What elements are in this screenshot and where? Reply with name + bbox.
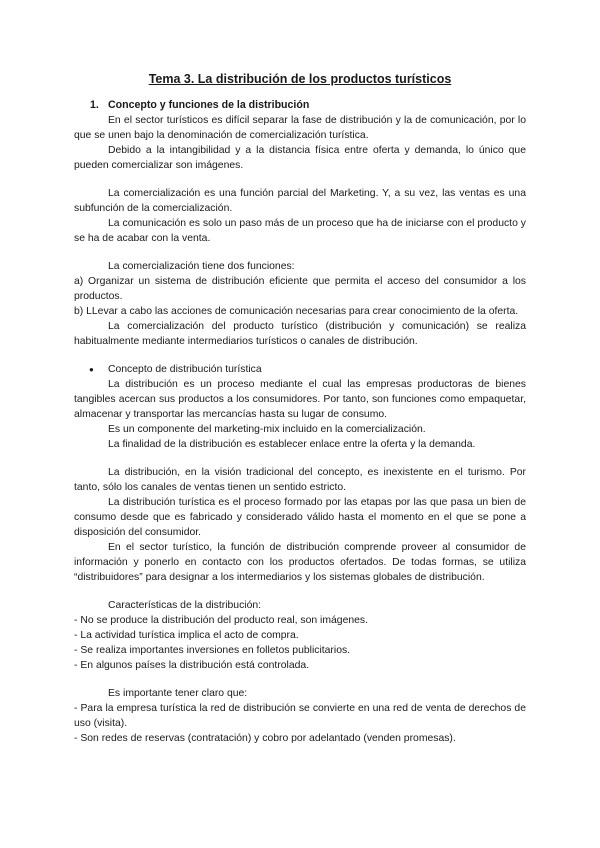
paragraph: La comercialización del producto turístico (distribución y comunicación) se realiza habitualmente mediante intermediarios turísticos o canales de distribución.	[74, 321, 526, 347]
paragraph: Es un componente del marketing-mix incluido en la comercialización.	[108, 424, 426, 435]
list-item: - Son redes de reservas (contratación) y cobro por adelantado (venden promesas).	[74, 733, 456, 744]
function-item: b) LLevar a cabo las acciones de comunicación necesarias para crear conocimiento de la oferta.	[74, 306, 519, 317]
functions-intro: La comercialización tiene dos funciones:	[108, 261, 295, 272]
section-heading	[74, 98, 526, 113]
section-heading-text: Concepto y funciones de la distribución	[108, 99, 310, 111]
list-item: - Para la empresa turística la red de distribución se convierte en una red de venta de derechos de uso (visita).	[74, 703, 526, 729]
bullet-dot-icon: ●	[89, 365, 94, 374]
document-body	[74, 98, 526, 746]
paragraph: En el sector turístico, la función de distribución comprende proveer al consumidor de información y ponerlo en contacto con los productos ofertados. De todas formas, se utiliza “distribuidores” para designar a los intermediarios y los sistemas globales de distribución.	[74, 542, 526, 583]
paragraph: En el sector turísticos es difícil separar la fase de distribución y la de comunicación, por lo que se unen bajo la denominación de comercialización turística.	[74, 115, 526, 141]
paragraph: La distribución, en la visión tradicional del concepto, es inexistente en el turismo. Por tanto, sólo los canales de ventas tienen un sentido estricto.	[74, 467, 526, 493]
bullet-heading	[74, 362, 526, 377]
paragraph: La distribución turística es el proceso formado por las etapas por las que pasa un bien de consumo desde que es fabricado y considerado válido hasta el momento en el que se pone a disposición del consumidor.	[74, 497, 526, 538]
bullet-heading-text: Concepto de distribución turística	[108, 364, 262, 375]
characteristics-list	[74, 598, 526, 673]
paragraph: La comunicación es solo un paso más de un proceso que ha de iniciarse con el producto y se ha de acabar con la venta.	[74, 218, 526, 244]
list-item: - La actividad turística implica el acto de compra.	[74, 630, 299, 641]
function-item: a) Organizar un sistema de distribución eficiente que permita el acceso del consumidor a los productos.	[74, 276, 526, 302]
paragraph: La distribución es un proceso mediante el cual las empresas productoras de bienes tangibles acercan sus productos a los consumidores. Por tanto, son funciones como empaquetar, almacenar y transportar las mercancías hasta su lugar de consumo.	[74, 379, 526, 420]
page-title: Tema 3. La distribución de los productos turísticos	[148, 72, 452, 86]
list-item: - Se realiza importantes inversiones en folletos publicitarios.	[74, 645, 351, 656]
section-number: 1.	[90, 99, 99, 111]
list-heading: Es importante tener claro que:	[108, 688, 248, 699]
list-item: - En algunos países la distribución está controlada.	[74, 660, 310, 671]
paragraph: La comercialización es una función parcial del Marketing. Y, a su vez, las ventas es una subfunción de la comercialización.	[74, 188, 526, 214]
paragraph: La finalidad de la distribución es establecer enlace entre la oferta y la demanda.	[108, 439, 476, 450]
list-heading: Características de la distribución:	[108, 600, 262, 611]
list-item: - No se produce la distribución del producto real, son imágenes.	[74, 615, 368, 626]
paragraph: Debido a la intangibilidad y a la distancia física entre oferta y demanda, lo único que pueden comercializar son imágenes.	[74, 145, 526, 171]
